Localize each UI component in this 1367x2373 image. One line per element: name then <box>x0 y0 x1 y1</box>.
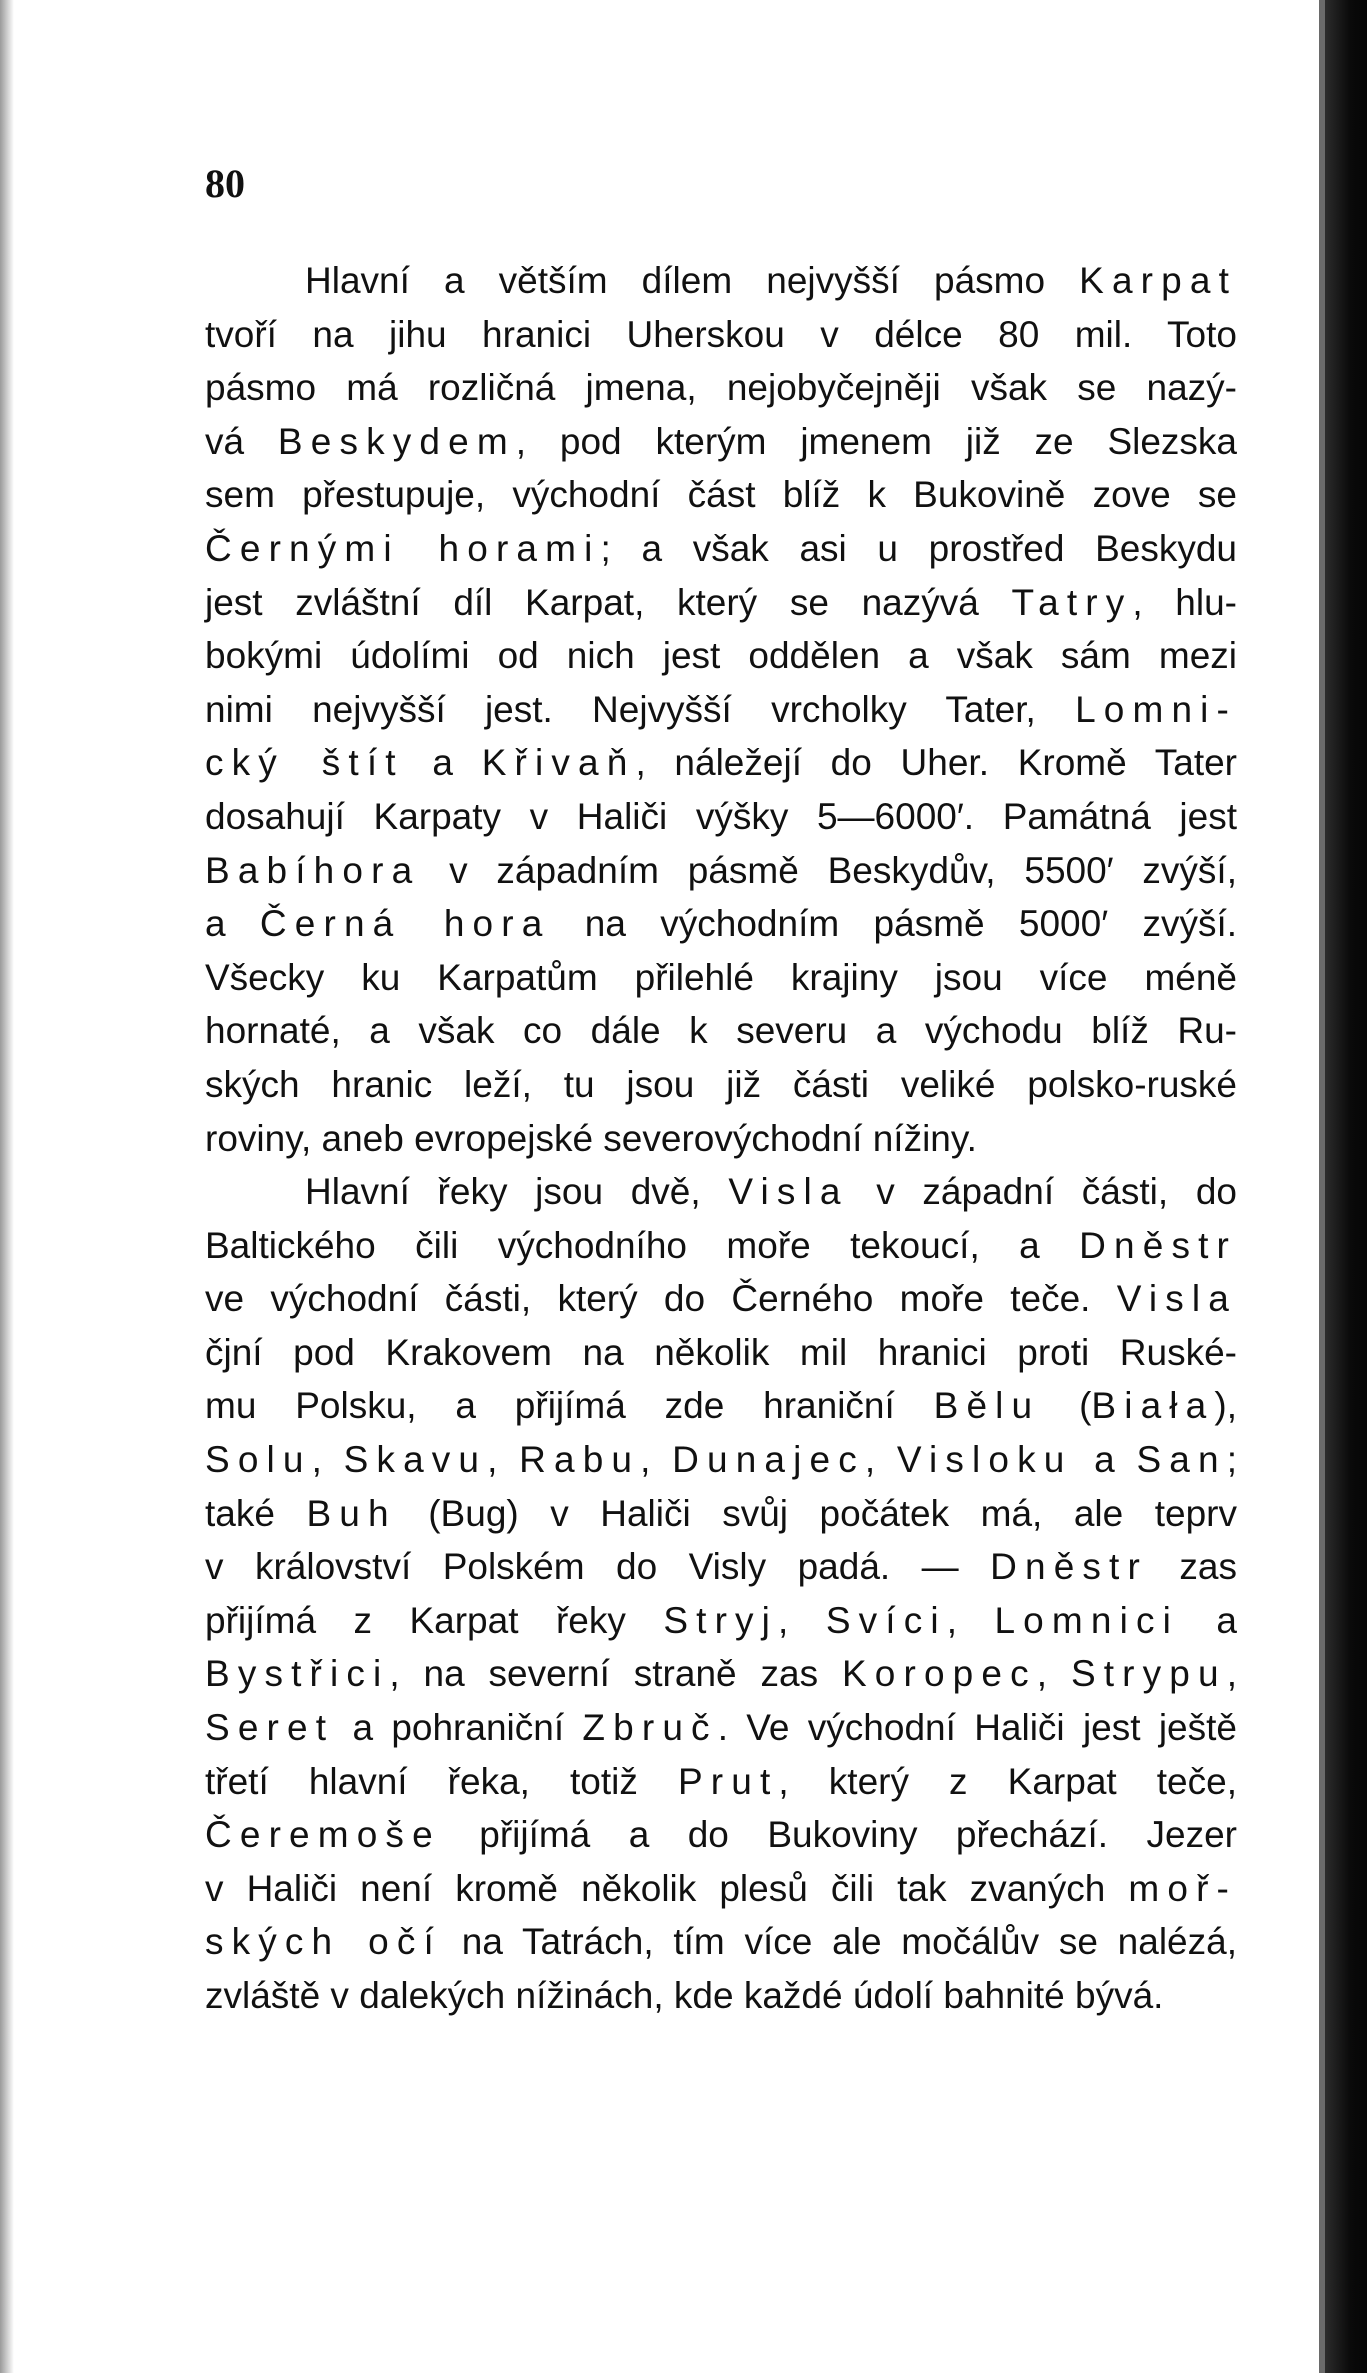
spaced-name: Beskydem <box>277 420 516 462</box>
text-line <box>205 1112 1237 1166</box>
text-line <box>205 1487 1237 1541</box>
text-segment: , který z Karpat teče, <box>778 1760 1237 1802</box>
text-segment: , <box>487 1439 520 1481</box>
text-segment: ( <box>1040 1385 1092 1427</box>
text-segment: sem přestupuje, východní část blíž k Bukovině zove se <box>205 474 1237 516</box>
text-segment: (Bug) v Haliči svůj počátek má, ale teprv <box>396 1492 1237 1534</box>
text-segment: a <box>205 903 260 945</box>
text-segment: a <box>1178 1599 1238 1641</box>
text-segment: v západním pásmě Beskydův, 5500′ zvýší, <box>420 849 1237 891</box>
text-segment: , <box>778 1599 826 1641</box>
spaced-name: Visla <box>1116 1278 1237 1320</box>
spaced-name: Seret <box>205 1707 335 1749</box>
text-line <box>205 1647 1237 1701</box>
spaced-name: Stryj <box>663 1599 779 1641</box>
text-segment: a pohraniční <box>334 1707 583 1749</box>
text-segment: v království Polském do Visly padá. — <box>205 1546 991 1588</box>
text-line <box>205 1755 1237 1809</box>
text-line <box>205 254 1237 308</box>
spaced-name: Karpat <box>1079 260 1237 301</box>
text-segment: tvoří na jihu hranici Uherskou v délce 80 mil. Toto <box>205 313 1237 355</box>
spaced-name: Babíhora <box>205 849 421 891</box>
text-line <box>205 576 1237 630</box>
text-line <box>205 951 1237 1005</box>
text-line <box>205 897 1237 951</box>
text-segment: , <box>1036 1653 1071 1695</box>
spaced-name: Solu <box>205 1439 312 1481</box>
text-segment: roviny, aneb evropejské severovýchodní nížiny. <box>205 1117 977 1159</box>
text-line <box>205 1219 1237 1273</box>
text-line <box>205 1808 1237 1862</box>
text-line <box>205 361 1237 415</box>
spaced-name: ských očí <box>205 1921 442 1963</box>
book-gutter <box>1325 0 1367 2373</box>
text-segment: přijímá z Karpat řeky <box>205 1599 664 1641</box>
text-segment: , <box>311 1439 344 1481</box>
text-line <box>205 1701 1237 1755</box>
text-line <box>205 1862 1237 1916</box>
text-line <box>205 468 1237 522</box>
spaced-name: Černými horami <box>205 527 601 569</box>
text-segment: hornaté, a však co dále k severu a východu blíž Ru- <box>205 1010 1237 1052</box>
text-line <box>205 1004 1237 1058</box>
text-segment: ; a však asi u prostřed Beskydu <box>600 527 1238 569</box>
text-segment: jest zvláštní díl Karpat, který se nazývá <box>205 581 1012 623</box>
text-segment: v Haliči není kromě několik plesů čili tak zvaných <box>205 1867 1129 1909</box>
text-segment: . Ve východní Haliči jest ještě <box>717 1707 1237 1749</box>
spaced-name: San <box>1136 1439 1227 1481</box>
text-segment: ských hranic leží, tu jsou již části veliké polsko-ruské <box>205 1063 1237 1105</box>
text-segment: vá <box>205 420 278 462</box>
body-text <box>205 254 1237 2023</box>
text-segment: také <box>205 1492 307 1534</box>
text-segment: , <box>864 1439 897 1481</box>
text-segment: pásmo má rozličná jmena, nejobyčejněji však se nazý- <box>205 367 1237 409</box>
text-line <box>205 1165 1237 1219</box>
text-line <box>205 1326 1237 1380</box>
text-segment: třetí hlavní řeka, totiž <box>205 1760 678 1802</box>
text-segment: , náležejí do Uher. Kromě Tater <box>635 742 1237 784</box>
text-line <box>205 736 1237 790</box>
text-line <box>205 1433 1237 1487</box>
text-line <box>205 1915 1237 1969</box>
text-segment: mu Polsku, a přijímá zde hraniční <box>205 1385 934 1427</box>
text-line <box>205 1594 1237 1648</box>
text-line <box>205 308 1237 362</box>
spaced-name: Černá hora <box>259 903 551 945</box>
text-segment: ; <box>1226 1439 1237 1481</box>
text-segment: Hlavní a větším dílem nejvyšší pásmo <box>305 260 1080 301</box>
spaced-name: moř- <box>1128 1867 1237 1909</box>
spaced-name: cký štít <box>205 742 404 784</box>
text-segment: zas <box>1147 1546 1237 1588</box>
spaced-name: Visloku <box>896 1439 1073 1481</box>
text-segment: zvláště v dalekých nížinách, kde každé údolí bahnité bývá. <box>205 1975 1164 2016</box>
spaced-name: Tatry <box>1011 581 1133 623</box>
text-segment: bokými údolími od nich jest oddělen a však sám mezi <box>205 635 1237 677</box>
spaced-name: Buh <box>306 1492 397 1534</box>
spaced-name: Biała <box>1091 1385 1215 1427</box>
text-line <box>205 1058 1237 1112</box>
page-number: 80 <box>205 161 245 206</box>
text-segment: Baltického čili východního moře tekoucí, a <box>205 1224 1080 1266</box>
text-segment: , pod kterým jmenem již ze Slezska <box>515 420 1238 462</box>
spaced-name: Bělu <box>933 1385 1041 1427</box>
text-line <box>205 1540 1237 1594</box>
text-segment: , <box>1226 1653 1237 1695</box>
text-segment: ), <box>1214 1385 1237 1427</box>
text-line <box>205 629 1237 683</box>
spaced-name: Zbruč <box>582 1707 718 1749</box>
text-line <box>205 1379 1237 1433</box>
spaced-name: Koropec <box>841 1653 1037 1695</box>
spaced-name: Rabu <box>519 1439 641 1481</box>
spaced-name: Skavu <box>343 1439 488 1481</box>
text-segment: nimi nejvyšší jest. Nejvyšší vrcholky Tater, <box>205 688 1076 730</box>
text-segment: Všecky ku Karpatům přilehlé krajiny jsou více méně <box>205 956 1237 998</box>
text-segment: , <box>946 1599 995 1641</box>
text-segment: čjní pod Krakovem na několik mil hranici proti Ruské- <box>205 1331 1237 1373</box>
text-segment: dosahují Karpaty v Haliči výšky 5—6000′. Památná jest <box>205 795 1237 837</box>
text-line <box>205 415 1237 469</box>
text-segment: v západní části, do <box>848 1171 1237 1213</box>
text-segment: a <box>403 742 482 784</box>
spaced-name: Prut <box>677 1760 779 1802</box>
text-segment: přijímá a do Bukoviny přechází. Jezer <box>440 1814 1237 1856</box>
spaced-name: Strypu <box>1070 1653 1227 1695</box>
text-line <box>205 683 1237 737</box>
text-line <box>205 1272 1237 1326</box>
text-segment: ve východní části, který do Černého moře teče. <box>205 1278 1117 1320</box>
text-segment: a <box>1072 1439 1137 1481</box>
text-segment: na východním pásmě 5000′ zvýší. <box>550 903 1238 945</box>
text-line <box>205 1969 1237 2023</box>
spaced-name: Svíci <box>825 1599 947 1641</box>
text-segment: Hlavní řeky jsou dvě, <box>305 1171 729 1213</box>
text-segment: , na severní straně zas <box>389 1653 842 1695</box>
text-line <box>205 844 1237 898</box>
spaced-name: Visla <box>728 1171 849 1213</box>
text-line <box>205 522 1237 576</box>
spaced-name: Dněstr <box>1079 1224 1237 1266</box>
text-segment: , <box>640 1439 673 1481</box>
spaced-name: Čeremoše <box>205 1814 441 1856</box>
spaced-name: Dněstr <box>990 1546 1148 1588</box>
page-edge-shadow <box>0 0 14 2373</box>
spaced-name: Křivaň <box>481 742 636 784</box>
text-line <box>205 790 1237 844</box>
spaced-name: Lomni- <box>1075 688 1237 730</box>
text-segment: na Tatrách, tím více ale močálův se nalézá, <box>441 1921 1237 1963</box>
spaced-name: Lomnici <box>994 1599 1179 1641</box>
spaced-name: Dunajec <box>672 1439 865 1481</box>
spaced-name: Bystřici <box>205 1653 390 1695</box>
text-segment: , hlu- <box>1132 581 1237 623</box>
